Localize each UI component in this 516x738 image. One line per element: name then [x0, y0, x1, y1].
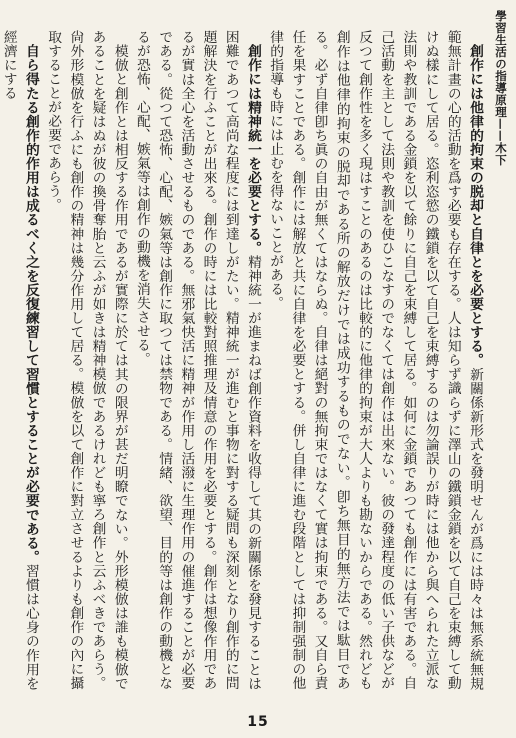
paragraph-heading: 創作には精神統一を必要とする。 [244, 43, 261, 255]
paragraph-text: 模倣と創作とは相反する作用であるが實際に於ては其の限界が甚だ明瞭でない。外形模倣は誰も模倣であることを疑はぬが彼の換骨奪胎と云ふが如きは精神模倣であるけれども寧ろ創作と云ふべきであらう。尙外形模倣を行ふにも創作の精神は幾分作用して居る。模倣を以て創作に對立させるよりも創作の內に攝取することが必要であらう。 [45, 30, 128, 690]
paragraph [131, 30, 264, 690]
paragraph-text: 新關係新形式を發明せんが爲には時々は無系統無規範無計畫の心的活動を爲す必要も存在する。人は知らず識らずに澤山の鐵鎖金鎖を以て自己を束縛して動けぬ樣にして居る。恣利恣慾の鐵鎖を以て自己を束縛するのは勿論誤りが時には他から與へられた立派な法則や教訓である金鎖を以て餘りに自己を束縛して居る。如何に金鎖であつても創作には有害である。自己活動を主として法則や教訓を使ひこなすのでなくては創作は出來ない。彼の發達程度の低い子供などが反つて創作性を多く現はすことのあるのは比較的に他律的拘束が大人よりも勘ないからである。然れども創作は他律的拘束の脱却である所の解放だけでは成功するものでない。卽ち無目的無方法では駄目である。必ず自律卽ち眞の自由が無くてはならぬ。自律は絕對の無拘束ではなくて實は拘束である。又自ら責任を果すことである。創作には解放と共に自律を必要とする。併し自律に進む段階としては抑制强制の他律的指導も時には止むを得ないことがある。 [267, 30, 483, 691]
paragraph-text: 精神統一が進まねば創作資料を收得して其の新關係を發見することは困難であつて高尚な程度には到達しがたい。精神統一が進むと事物に對する疑問も深刻となり創作的に問題解決を行ふことが出來る。創作の時には比較對照推理及情意の作用を必要とする。創作は想像作用であるが實は全心を活動させるものである。無邪氣快活に精神が作用し活潑に生理作用の催進することが必要である。從つて恐怖、心配、嫉氣等は創作に取つては禁物である。情緒、欲望、目的等は創作の動機となるが恐怖、心配、嫉氣等は創作の動機を消失させる。 [133, 30, 261, 690]
paragraph [42, 30, 131, 690]
paragraph [0, 30, 42, 690]
paragraph [264, 30, 486, 690]
body-text [0, 30, 486, 691]
paragraph-heading: 自ら得たる創作的作用は成るべく之を反復練習して習慣とすることが必要である。 [22, 43, 39, 564]
paragraph-text: 習慣は心身の作用を經濟にする [0, 30, 39, 691]
paragraph-heading: 創作には他律的拘束の脱却と自律とを必要とする。 [467, 43, 483, 367]
page-number: 15 [247, 714, 269, 730]
running-head: 學習生活の指導原理——木下 [494, 10, 508, 166]
